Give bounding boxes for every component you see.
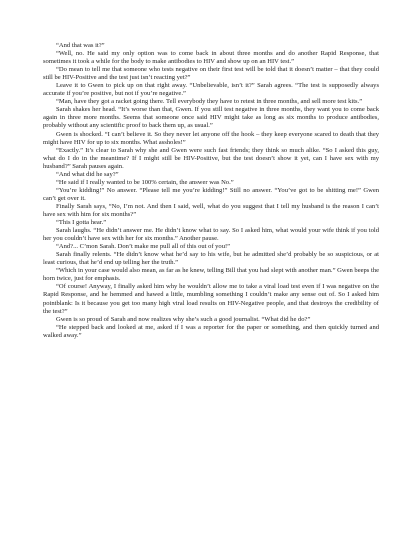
paragraph: “Man, have they got a racket going there. Tell everybody they have to retest in three months, and sell more test kits.”	[56, 98, 363, 106]
paragraph: Finally Sarah says, “No, I’m not. And then I said, well, what do you suggest that I tell my husband is the reason I can’t have sex with him for six months?”	[43, 202, 379, 218]
paragraph: Sarah laughs. “He didn’t answer me. He didn’t know what to say. So I asked him, what would your wife think if you told her you couldn’t have sex with her for six months.” Another pause.	[43, 227, 379, 243]
paragraph: “He stepped back and looked at me, asked if I was a reporter for the paper or something, and then quickly turned and walked away.”	[43, 323, 379, 339]
paragraph: “And that was it?”	[56, 42, 105, 49]
paragraph: Leave it to Gwen to pick up on that right away. “Unbelievable, isn’t it?” Sarah agrees. “The test is supposedly always accurate if you’re positive, but not if you’re negative.”	[43, 82, 379, 98]
paragraph: “And?... C’mon Sarah. Don’t make me pull all of this out of you!”	[56, 243, 231, 251]
paragraph: “Do mean to tell me that someone who tests negative on their first test will be told that it doesn’t matter – that they could still be HIV-Positive and the test just isn’t reacting yet?”	[43, 66, 379, 82]
paragraph: Sarah shakes her head. “It’s worse than that, Gwen. If you still test negative in three months, they want you to come back again in three more months. Seems that someone once said HIV might take as long as six months to produce antibodies, probably without any scientific proof to back them up, as usual.”	[43, 106, 379, 130]
paragraph: Sarah finally relents. “He didn’t know what he’d say to his wife, but he admitted she’d probably be so suspicious, or at least curious, that he’d end up telling her the truth.”	[43, 251, 379, 267]
paragraph: “Of course! Anyway, I finally asked him why he wouldn’t allow me to take a viral load test even if I was negative on the Rapid Response, and he hemmed and hawed a little, mumbling something I couldn’t make any sense out of. So I asked him pointblank: Is it because you get too many high viral load results on HIV-Negative people, and that destroys the credibility of the test?”	[43, 283, 379, 315]
document-body	[43, 42, 379, 340]
paragraph: “Exactly.” It’s clear to Sarah why she and Gwen were such fast friends; they think so much alike. “So I asked this guy, what do I do in the meantime? If I might still be HIV-Positive, but the test doesn’t show it yet, can I have sex with my husband?” Sarah pauses again.	[43, 146, 379, 170]
paragraph: Gwen is shocked. “I can’t believe it. So they never let anyone off the hook – they keep everyone scared to death that they might have HIV for up to six months. What assholes!”	[43, 130, 379, 146]
paragraph: “Well, no. He said my only option was to come back in about three months and do another Rapid Response, that sometimes it took a while for the body to make antibodies to HIV and show up on an HIV test.”	[43, 50, 379, 66]
paragraph: “You’re kidding!” No answer. “Please tell me you’re kidding!” Still no answer. “You’ve got to be shitting me!” Gwen can’t get over it.	[43, 186, 379, 202]
paragraph: Gwen is so proud of Sarah and now realizes why she’s such a good journalist. “What did he do?”	[56, 315, 311, 323]
paragraph: “And what did he say?”	[56, 170, 119, 178]
paragraph: “Which in your case would also mean, as far as he knew, telling Bill that you had slept with another man.” Gwen beeps the horn twice, just for emphasis.	[43, 267, 379, 283]
paragraph: “This I gotta hear.”	[56, 219, 107, 227]
paragraph: “He said if I really wanted to be 100% certain, the answer was No.”	[56, 178, 234, 186]
